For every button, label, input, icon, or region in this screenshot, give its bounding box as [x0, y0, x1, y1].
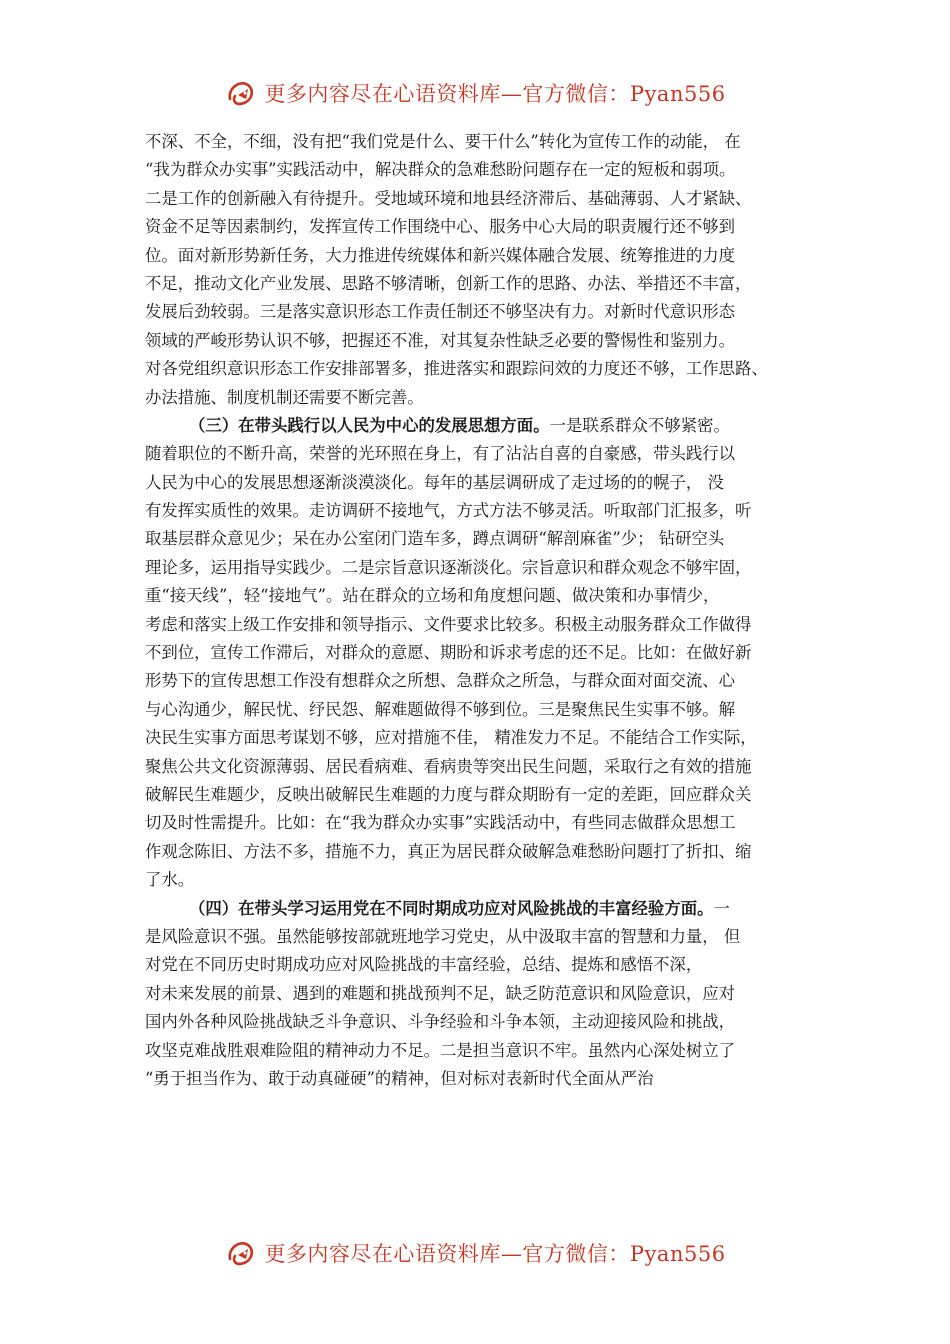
- text-line: [145, 582, 830, 610]
- document-body: [145, 128, 830, 1093]
- footer-banner: [0, 1233, 950, 1273]
- line-text: 不到位，宣传工作滞后，对群众的意愿、期盼和诉求考虑的还不足。比如：在做好新: [145, 643, 752, 663]
- line-text: 一是联系群众不够紧密。: [549, 415, 730, 435]
- line-text: 重“接天线”，轻“接地气”。站在群众的立场和角度想问题、做决策和办事情少，: [145, 586, 720, 606]
- text-line: [145, 327, 830, 355]
- text-line: [145, 525, 830, 553]
- text-line: [145, 838, 830, 866]
- text-line: [145, 440, 830, 468]
- line-text: 聚焦公共文化资源薄弱、居民看病难、看病贵等突出民生问题，采取行之有效的措施: [145, 756, 752, 776]
- text-line: [145, 809, 830, 837]
- line-text: 理论多，运用指导实践少。二是宗旨意识逐渐淡化。宗旨意识和群众观念不够牢固，: [145, 557, 752, 577]
- line-text: “我为群众办实事”实践活动中，解决群众的急难愁盼问题存在一定的短板和弱项。: [145, 160, 736, 180]
- line-text: 办法措施、制度机制还需要不断完善。: [145, 387, 424, 407]
- line-text: 切及时性需提升。比如：在“我为群众办实事”实践活动中，有些同志做群众思想工: [145, 813, 736, 833]
- line-text: “勇于担当作为、敢于动真碰硬”的精神，但对标对表新时代全面从严治: [145, 1068, 654, 1088]
- text-line: [145, 753, 830, 781]
- text-line: [145, 298, 830, 326]
- text-line: [145, 156, 830, 184]
- line-text: 对未来发展的前景、遇到的难题和挑战预判不足，缺乏防范意识和风险意识，应对: [145, 983, 736, 1003]
- text-line: [145, 611, 830, 639]
- text-line: [145, 270, 830, 298]
- section-heading: （三）在带头践行以人民为中心的发展思想方面。: [189, 415, 550, 435]
- line-text: 了水。: [145, 870, 195, 890]
- line-text: 不足，推动文化产业发展、思路不够清晰，创新工作的思路、办法、举措还不丰富，: [145, 273, 752, 293]
- text-line: [145, 923, 830, 951]
- pen-nib-swirl-icon: [224, 1235, 260, 1271]
- line-text: 破解民生难题少，反映出破解民生难题的力度与群众期盼有一定的差距，回应群众关: [145, 784, 752, 804]
- text-line: [145, 866, 830, 894]
- line-text: 发展后劲较弱。三是落实意识形态工作责任制还不够坚决有力。对新时代意识形态: [145, 302, 736, 322]
- line-text: 对党在不同历史时期成功应对风险挑战的丰富经验，总结、提炼和感悟不深，: [145, 955, 703, 975]
- line-text: 不深、不全，不细，没有把“我们党是什么、要干什么”转化为宣传工作的动能， 在: [145, 132, 741, 151]
- line-text: 有发挥实质性的效果。走访调研不接地气，方式方法不够灵活。听取部门汇报多，听: [145, 501, 752, 521]
- text-line: [145, 895, 830, 923]
- line-text: 一: [713, 898, 730, 918]
- banner-text: 更多内容尽在心语资料库—官方微信：Pyan556: [264, 82, 726, 106]
- line-text: 决民生实事方面思考谋划不够，应对措施不佳， 精准发力不足。不能结合工作实际，: [145, 728, 757, 748]
- line-text: 随着职位的不断升高，荣誉的光环照在身上，有了沾沾自喜的自豪感，带头践行以: [145, 444, 736, 464]
- text-line: [145, 213, 830, 241]
- banner-text: 更多内容尽在心语资料库—官方微信：Pyan556: [264, 1242, 726, 1266]
- line-text: 位。面对新形势新任务，大力推进传统媒体和新兴媒体融合发展、统筹推进的力度: [145, 245, 736, 265]
- text-line: [145, 412, 830, 440]
- line-text: 攻坚克难战胜艰难险阻的精神动力不足。二是担当意识不牢。虽然内心深处树立了: [145, 1040, 736, 1060]
- text-line: [145, 1008, 830, 1036]
- text-line: [145, 1065, 830, 1093]
- header-banner: [0, 73, 950, 113]
- line-text: 取基层群众意见少；呆在办公室闭门造车多，蹲点调研“解剖麻雀”少； 钻研空头: [145, 529, 725, 549]
- text-line: [145, 384, 830, 412]
- line-text: 是风险意识不强。虽然能够按部就班地学习党史，从中汲取丰富的智慧和力量， 但: [145, 926, 741, 946]
- line-text: 作观念陈旧、方法不多，措施不力，真正为居民群众破解急难愁盼问题打了折扣、缩: [145, 841, 752, 861]
- line-text: 国内外各种风险挑战缺乏斗争意识、斗争经验和斗争本领，主动迎接风险和挑战，: [145, 1012, 736, 1032]
- text-line: [145, 639, 830, 667]
- text-line: [145, 128, 830, 156]
- text-line: [145, 242, 830, 270]
- text-line: [145, 724, 830, 752]
- text-line: [145, 1037, 830, 1065]
- line-text: 考虑和落实上级工作安排和领导指示、文件要求比较多。积极主动服务群众工作做得: [145, 614, 752, 634]
- text-line: [145, 980, 830, 1008]
- line-text: 对各党组织意识形态工作安排部署多，推进落实和跟踪问效的力度还不够，工作思路、: [145, 359, 768, 379]
- line-text: 领域的严峻形势认识不够，把握还不准，对其复杂性缺乏必要的警惕性和鉴别力。: [145, 330, 736, 350]
- line-text: 人民为中心的发展思想逐渐淡漠淡化。每年的基层调研成了走过场的的幌子， 没: [145, 472, 724, 492]
- text-line: [145, 355, 830, 383]
- section-heading: （四）在带头学习运用党在不同时期成功应对风险挑战的丰富经验方面。: [189, 898, 714, 918]
- line-text: 二是工作的创新融入有待提升。受地域环境和地县经济滞后、基础薄弱、人才紧缺、: [145, 188, 752, 208]
- text-line: [145, 781, 830, 809]
- line-text: 形势下的宣传思想工作没有想群众之所想、急群众之所急，与群众面对面交流、心: [145, 671, 736, 691]
- pen-nib-swirl-icon: [224, 75, 260, 111]
- text-line: [145, 667, 830, 695]
- text-line: [145, 696, 830, 724]
- text-line: [145, 185, 830, 213]
- line-text: 与心沟通少，解民忧、纾民怨、解难题做得不够到位。三是聚焦民生实事不够。解: [145, 699, 736, 719]
- text-line: [145, 497, 830, 525]
- text-line: [145, 951, 830, 979]
- text-line: [145, 469, 830, 497]
- line-text: 资金不足等因素制约，发挥宣传工作围绕中心、服务中心大局的职责履行还不够到: [145, 217, 736, 237]
- text-line: [145, 554, 830, 582]
